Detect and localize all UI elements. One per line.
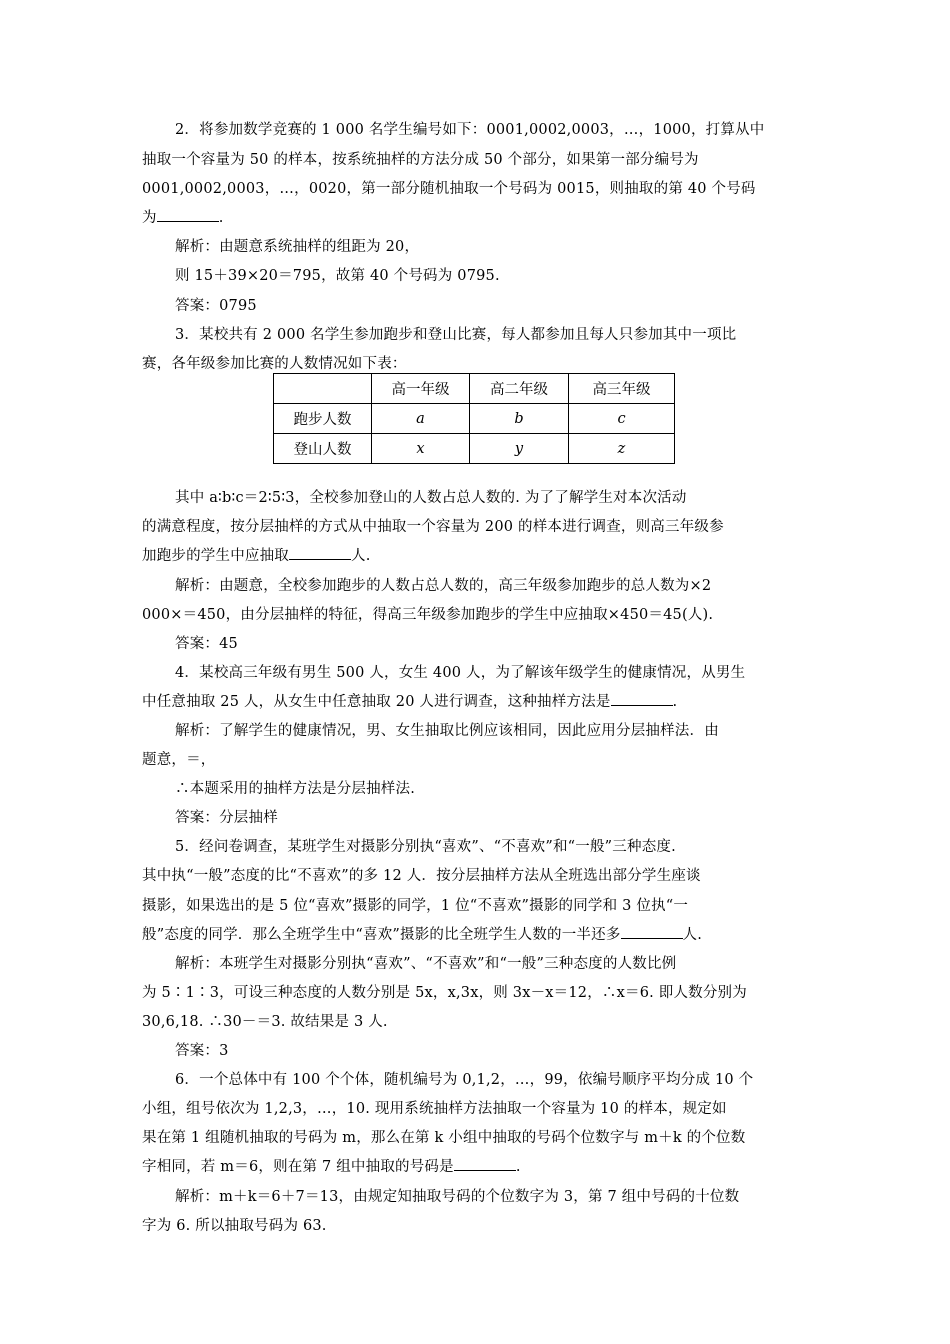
text-line: 5．经问卷调查，某班学生对摄影分别执“喜欢”、“不喜欢”和“一般”三种态度. [175,839,676,855]
answer-blank [289,545,351,560]
text-line: 解析：了解学生的健康情况，男、女生抽取比例应该相同，因此应用分层抽样法．由 [175,723,719,739]
table-header-cell [274,374,372,404]
table-cell: c [569,404,675,434]
text-line: 解析：由题意，全校参加跑步的人数占总人数的，高三年级参加跑步的总人数为×2 [175,578,712,594]
text-line: 为 5∶1∶3，可设三种态度的人数分别是 5x，x,3x，则 3x－x＝12，∴x＝6. 即人数分别为 [142,985,747,1001]
table-row [274,434,675,464]
table-header-cell: 高三年级 [569,374,675,404]
table-cell: 跑步人数 [274,404,372,434]
participation-table [273,373,675,464]
table-header-cell: 高二年级 [470,374,569,404]
text-line: 般”态度的同学．那么全班学生中“喜欢”摄影的比全班学生人数的一半还多 人. [142,923,702,947]
text-line: 答案：45 [175,636,238,652]
text-line: 题意，＝， [142,752,216,768]
text-line: 果在第 1 组随机抽取的号码为 m，那么在第 k 小组中抽取的号码个位数字与 m＋k 的个位数 [142,1130,746,1146]
answer-blank [621,924,683,939]
text-line: 字为 6. 所以抽取号码为 63. [142,1218,327,1234]
table-header-cell: 高一年级 [372,374,470,404]
text-line: 答案：分层抽样 [175,810,278,826]
text-line: 抽取一个容量为 50 的样本，按系统抽样的方法分成 50 个部分，如果第一部分编号为 [142,152,699,168]
text-line: 6．一个总体中有 100 个个体，随机编号为 0,1,2，…，99，依编号顺序平均分成 10 个 [175,1072,754,1088]
answer-blank [454,1156,516,1171]
text-line: 则 15＋39×20＝795，故第 40 个号码为 0795. [175,268,500,284]
text-line: 0001,0002,0003，…，0020，第一部分随机抽取一个号码为 0015，则抽取的第 40 个号码 [142,181,756,197]
text-line: 答案：3 [175,1043,229,1059]
text-line: 加跑步的学生中应抽取 人. [142,544,371,568]
table-cell: x [372,434,470,464]
text-line: 其中 a∶b∶c＝2∶5∶3，全校参加登山的人数占总人数的. 为了了解学生对本次活动 [175,490,687,506]
text-line: 解析：本班学生对摄影分别执“喜欢”、“不喜欢”和“一般”三种态度的人数比例 [175,956,677,972]
table-cell: 登山人数 [274,434,372,464]
table-cell: a [372,404,470,434]
text-line: 的满意程度，按分层抽样的方式从中抽取一个容量为 200 的样本进行调查，则高三年级参 [142,519,724,535]
text-line: 字相同，若 m＝6，则在第 7 组中抽取的号码是 . [142,1155,521,1179]
table-header-row [274,374,675,404]
text-line: 答案：0795 [175,298,257,314]
text-line: 摄影，如果选出的是 5 位“喜欢”摄影的同学，1 位“不喜欢”摄影的同学和 3 位执“一 [142,898,689,914]
text-line: 2．将参加数学竞赛的 1 000 名学生编号如下：0001,0002,0003，…，1000，打算从中 [175,122,765,138]
answer-blank [611,691,673,706]
text-line: 000×＝450，由分层抽样的特征，得高三年级参加跑步的学生中应抽取×450＝45(人). [142,607,714,623]
text-line: 中任意抽取 25 人，从女生中任意抽取 20 人进行调查，这种抽样方法是 . [142,690,677,714]
text-line: 为 . [142,206,224,230]
text-line: 30,6,18. ∴30－＝3. 故结果是 3 人. [142,1014,388,1030]
text-line: 4．某校高三年级有男生 500 人，女生 400 人，为了解该年级学生的健康情况，从男生 [175,665,746,681]
text-line: ∴本题采用的抽样方法是分层抽样法. [175,781,416,797]
answer-blank [157,207,219,222]
text-line: 3．某校共有 2 000 名学生参加跑步和登山比赛，每人都参加且每人只参加其中一项比 [175,327,737,343]
table-row [274,404,675,434]
text-line: 解析：由题意系统抽样的组距为 20， [175,239,420,255]
table-cell: b [470,404,569,434]
table-cell: z [569,434,675,464]
text-line: 其中执“一般”态度的比“不喜欢”的多 12 人．按分层抽样方法从全班选出部分学生座谈 [142,868,701,884]
table-cell: y [470,434,569,464]
text-line: 小组，组号依次为 1,2,3，…，10. 现用系统抽样方法抽取一个容量为 10 的样本，规定如 [142,1101,727,1117]
text-line: 解析：m＋k＝6＋7＝13，由规定知抽取号码的个位数字为 3，第 7 组中号码的十位数 [175,1189,740,1205]
text-line: 赛，各年级参加比赛的人数情况如下表： [142,356,407,372]
